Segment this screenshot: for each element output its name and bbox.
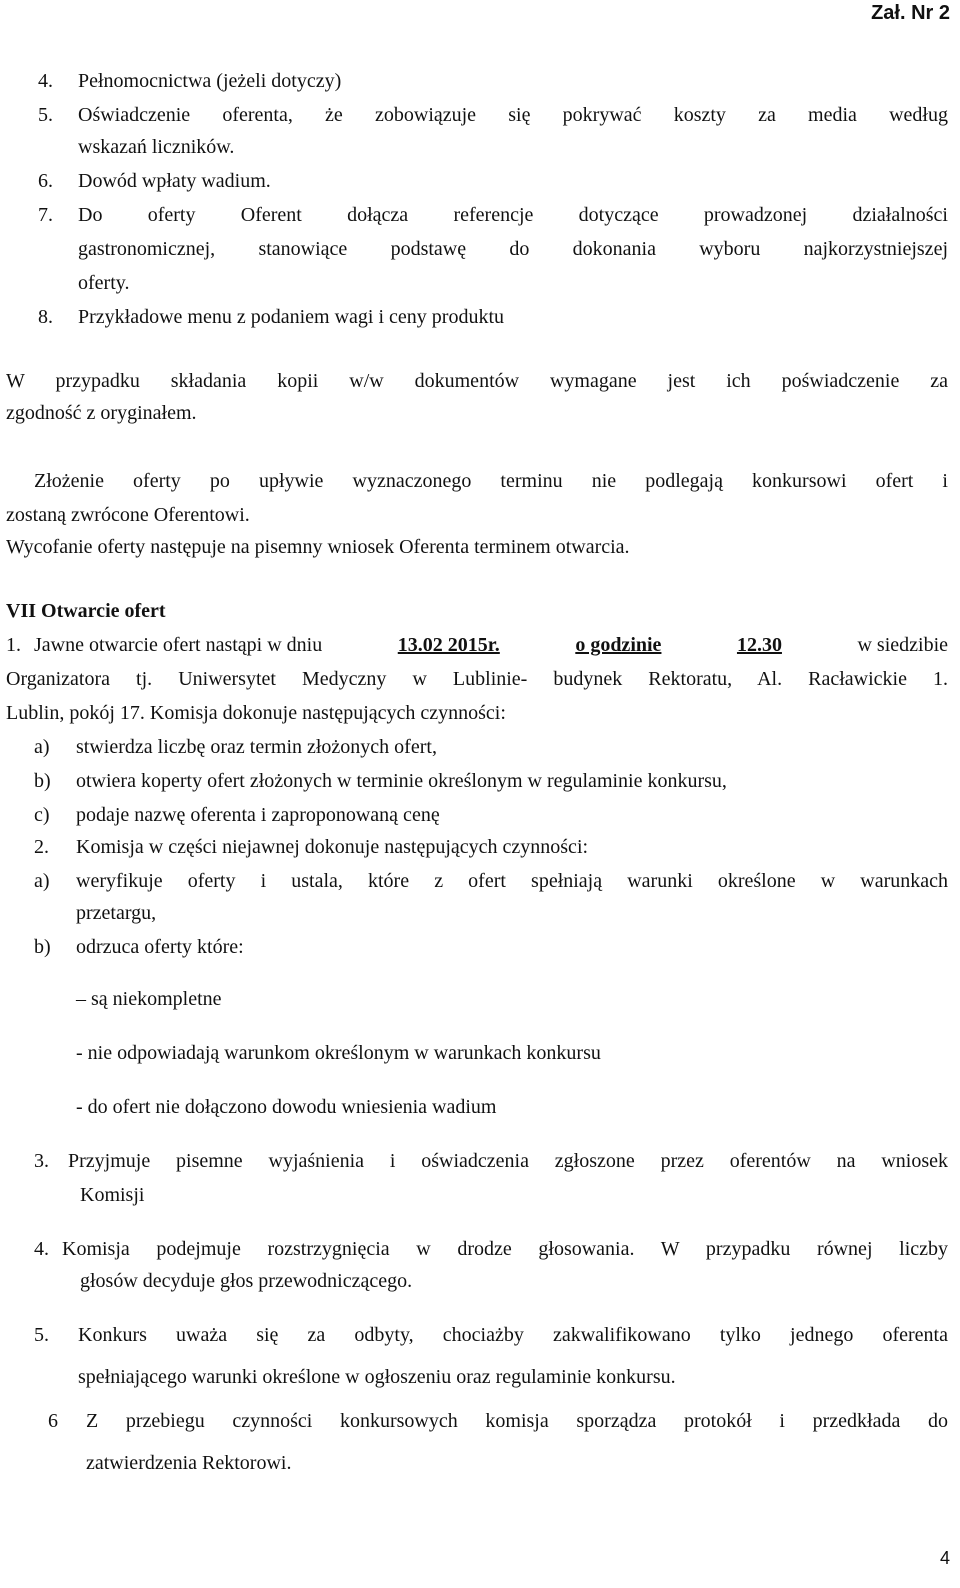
opening-date: 13.02 2015r. <box>397 634 500 656</box>
paragraph-late-offers: zostaną zwrócone Oferentowi. <box>6 504 250 526</box>
list-item-text: wskazań liczników. <box>78 136 235 158</box>
opening-pre: Jawne otwarcie ofert nastąpi w dniu <box>34 634 323 656</box>
opening-room: Lublin, pokój 17. Komisja dokonuje następujących czynności: <box>6 702 506 724</box>
list-item-text: Przyjmuje pisemne wyjaśnienia i oświadczenia zgłoszone przez oferentów na wniosek <box>68 1150 948 1172</box>
sub-letter: b) <box>34 936 51 958</box>
list-item-text: spełniającego warunki określone w ogłoszeniu oraz regulaminie konkursu. <box>78 1366 676 1388</box>
sub-item-text: otwiera koperty ofert złożonych w terminie określonym w regulaminie konkursu, <box>76 770 727 792</box>
sub-item-text: odrzuca oferty które: <box>76 936 244 958</box>
sub-letter: c) <box>34 804 50 826</box>
list-number: 3. <box>34 1150 49 1172</box>
list-number: 6. <box>38 170 53 192</box>
sub-item-text: przetargu, <box>76 902 157 924</box>
list-item-text: Pełnomocnictwa (jeżeli dotyczy) <box>78 70 342 92</box>
list-item-text: Do oferty Oferent dołącza referencje dotyczące prowadzonej działalności <box>78 204 948 226</box>
paragraph-copies: zgodność z oryginałem. <box>6 402 197 424</box>
list-number: 4. <box>34 1238 49 1260</box>
sub-letter: b) <box>34 770 51 792</box>
dash-item: - do ofert nie dołączono dowodu wniesienia wadium <box>76 1096 497 1118</box>
opening-time-label: o godzinie <box>575 634 662 656</box>
paragraph-withdrawal: Wycofanie oferty następuje na pisemny wniosek Oferenta terminem otwarcia. <box>6 536 630 558</box>
list-number: 4. <box>38 70 53 92</box>
list-number: 6 <box>48 1410 58 1432</box>
list-item-text: Komisja podejmuje rozstrzygnięcia w drodze głosowania. W przypadku równej liczby <box>62 1238 948 1260</box>
sub-letter: a) <box>34 870 50 892</box>
sub-letter: a) <box>34 736 50 758</box>
list-item-text: Komisja w części niejawnej dokonuje następujących czynności: <box>76 836 589 858</box>
opening-location: Organizatora tj. Uniwersytet Medyczny w Lublinie- budynek Rektoratu, Al. Racławickie 1. <box>6 668 948 690</box>
dash-item: - nie odpowiadają warunkom określonym w warunkach konkursu <box>76 1042 601 1064</box>
list-item-text: oferty. <box>78 272 130 294</box>
list-item-text: Konkurs uważa się za odbyty, chociażby zakwalifikowano tylko jednego oferenta <box>78 1324 948 1346</box>
list-number: 5. <box>34 1324 49 1346</box>
list-item-text: Komisji <box>80 1184 145 1206</box>
paragraph-late-offers: Złożenie oferty po upływie wyznaczonego terminu nie podlegają konkursowi ofert i <box>34 470 948 492</box>
page-number: 4 <box>939 1548 950 1568</box>
list-item-text: gastronomicznej, stanowiące podstawę do dokonania wyboru najkorzystniejszej <box>78 238 948 260</box>
attachment-label: Zał. Nr 2 <box>871 2 950 24</box>
list-item-text: Z przebiegu czynności konkursowych komisja sporządza protokół i przedkłada do <box>86 1410 948 1432</box>
list-number: 1. <box>6 634 21 656</box>
sub-item-text: weryfikuje oferty i ustala, które z ofert spełniają warunki określone w warunkach <box>76 870 948 892</box>
list-number: 5. <box>38 104 53 126</box>
list-item-text: Oświadczenie oferenta, że zobowiązuje się pokrywać koszty za media według <box>78 104 948 126</box>
list-number: 2. <box>34 836 49 858</box>
paragraph-copies: W przypadku składania kopii w/w dokumentów wymagane jest ich poświadczenie za <box>6 370 948 392</box>
list-item-text: Przykładowe menu z podaniem wagi i ceny produktu <box>78 306 504 328</box>
section-heading: VII Otwarcie ofert <box>6 600 166 622</box>
opening-date-line <box>34 634 948 657</box>
sub-item-text: podaje nazwę oferenta i zaproponowaną cenę <box>76 804 440 826</box>
list-item-text: zatwierdzenia Rektorowi. <box>86 1452 292 1474</box>
list-number: 8. <box>38 306 53 328</box>
list-item-text: Dowód wpłaty wadium. <box>78 170 271 192</box>
opening-time: 12.30 <box>736 634 782 656</box>
opening-post: w siedzibie <box>857 634 948 656</box>
list-number: 7. <box>38 204 53 226</box>
list-item-text: głosów decyduje głos przewodniczącego. <box>80 1270 413 1292</box>
dash-item: – są niekompletne <box>76 988 222 1010</box>
sub-item-text: stwierdza liczbę oraz termin złożonych ofert, <box>76 736 437 758</box>
